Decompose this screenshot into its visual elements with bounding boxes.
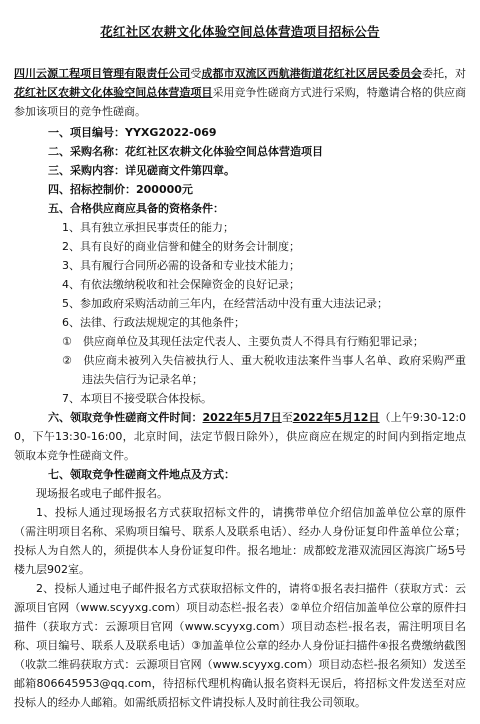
- section-2-procurement-name: 二、采购名称：花红社区农耕文化体验空间总体营造项目: [48, 145, 323, 158]
- condition-item: 1、具有独立承担民事责任的能力；: [62, 221, 234, 234]
- notice-title: 花红社区农耕文化体验空间总体营造项目招标公告: [100, 24, 380, 39]
- section-6-heading: 六、领取竞争性磋商文件时间：: [48, 411, 203, 424]
- condition-item: 7、本项目不接受联合体投标。: [62, 392, 212, 405]
- section-7-method: 现场报名或电子邮件报名。: [36, 487, 168, 500]
- section-7-email-registration: 2、投标人通过电子邮件报名方式获取招标文件的，请将①报名表扫描件（获取方式：云源项目官网（www.scyyxg.com）项目动态栏-报名表）②单位介绍信加盖单位公章的原件扫描件（获取方式：云源项目官网（www.scyyxg.com）项目动态栏-报名表，需注明项目名称、项目编号、联系人及联系电话）③加盖单位公章的经办人身份证扫描件④报名费缴纳截图（收款二维码获取方式：云源项目官网（www.scyyxg.com）项目动态栏-报名须知）发送至邮箱806645953@qq.com，待招标代理机构确认报名资料无误后，将招标文件发送至对应投标人的经办人邮箱。如需纸质招标文件请投标人及时前往我公司领取。: [14, 582, 466, 709]
- condition-item: 6、法律、行政法规规定的其他条件；: [62, 316, 245, 329]
- intro-project: 花红社区农耕文化体验空间总体营造项目: [14, 86, 213, 99]
- section-7-onsite-registration: 1、投标人通过现场报名方式获取招标文件的，请携带单位介绍信加盖单位公章的原件（需注明项目名称、采购项目编号、联系人及联系电话）、经办人身份证复印件盖单位公章；投标人为自然人的，须提供本人身份证复印件。报名地址：成都蛟龙港双流园区海滨广场5号楼九层902室。: [14, 506, 466, 576]
- subcondition-item: ② 供应商未被列入失信被执行人、重大税收违法案件当事人名单、政府采购严重违法失信行为记录名单；: [62, 354, 466, 386]
- intro-agency: 四川云源工程项目管理有限责任公司: [14, 67, 191, 80]
- section-7-heading: 七、领取竞争性磋商文件地点及方式：: [48, 468, 235, 481]
- condition-item: 4、有依法缴纳税收和社会保障资金的良好记录；: [62, 278, 300, 291]
- period-start-date: 2022年5月7日: [202, 411, 282, 424]
- period-to: 至: [281, 411, 293, 424]
- intro-paragraph: [14, 64, 466, 121]
- period-details: （上午9:30-12:00，下午13:30-16:00，北京时间，法定节假日除外），供应商应在规定的时间内到指定地点领取本竞争性磋商文件。: [14, 411, 467, 462]
- condition-item: 5、参加政府采购活动前三年内，在经营活动中没有重大违法记录；: [62, 297, 388, 310]
- intro-text-2: 委托，对: [421, 67, 467, 80]
- section-4-control-price: 四、招标控制价：200000元: [48, 183, 193, 196]
- subcondition-item: ① 供应商单位及其现任法定代表人、主要负责人不得具有行贿犯罪记录；: [62, 335, 424, 348]
- intro-client: 成都市双流区西航港街道花红社区居民委员会: [201, 67, 422, 80]
- section-3-procurement-content: 三、采购内容：详见磋商文件第四章。: [48, 164, 235, 177]
- condition-item: 3、具有履行合同所必需的设备和专业技术能力；: [62, 259, 300, 272]
- intro-text-3: 采用竞争性磋商方式进行采购，特邀请合格的供应商参加该项目的竞争性磋商。: [14, 86, 467, 118]
- section-1-project-number: 一、项目编号：YYXG2022-069: [48, 126, 217, 139]
- section-6-document-period: [14, 408, 466, 465]
- condition-item: 2、具有良好的商业信誉和健全的财务会计制度；: [62, 240, 300, 253]
- section-5-qualifications: 五、合格供应商应具备的资格条件：: [48, 202, 224, 215]
- intro-text-1: 受: [190, 67, 202, 80]
- period-end-date: 2022年5月12日: [292, 411, 380, 424]
